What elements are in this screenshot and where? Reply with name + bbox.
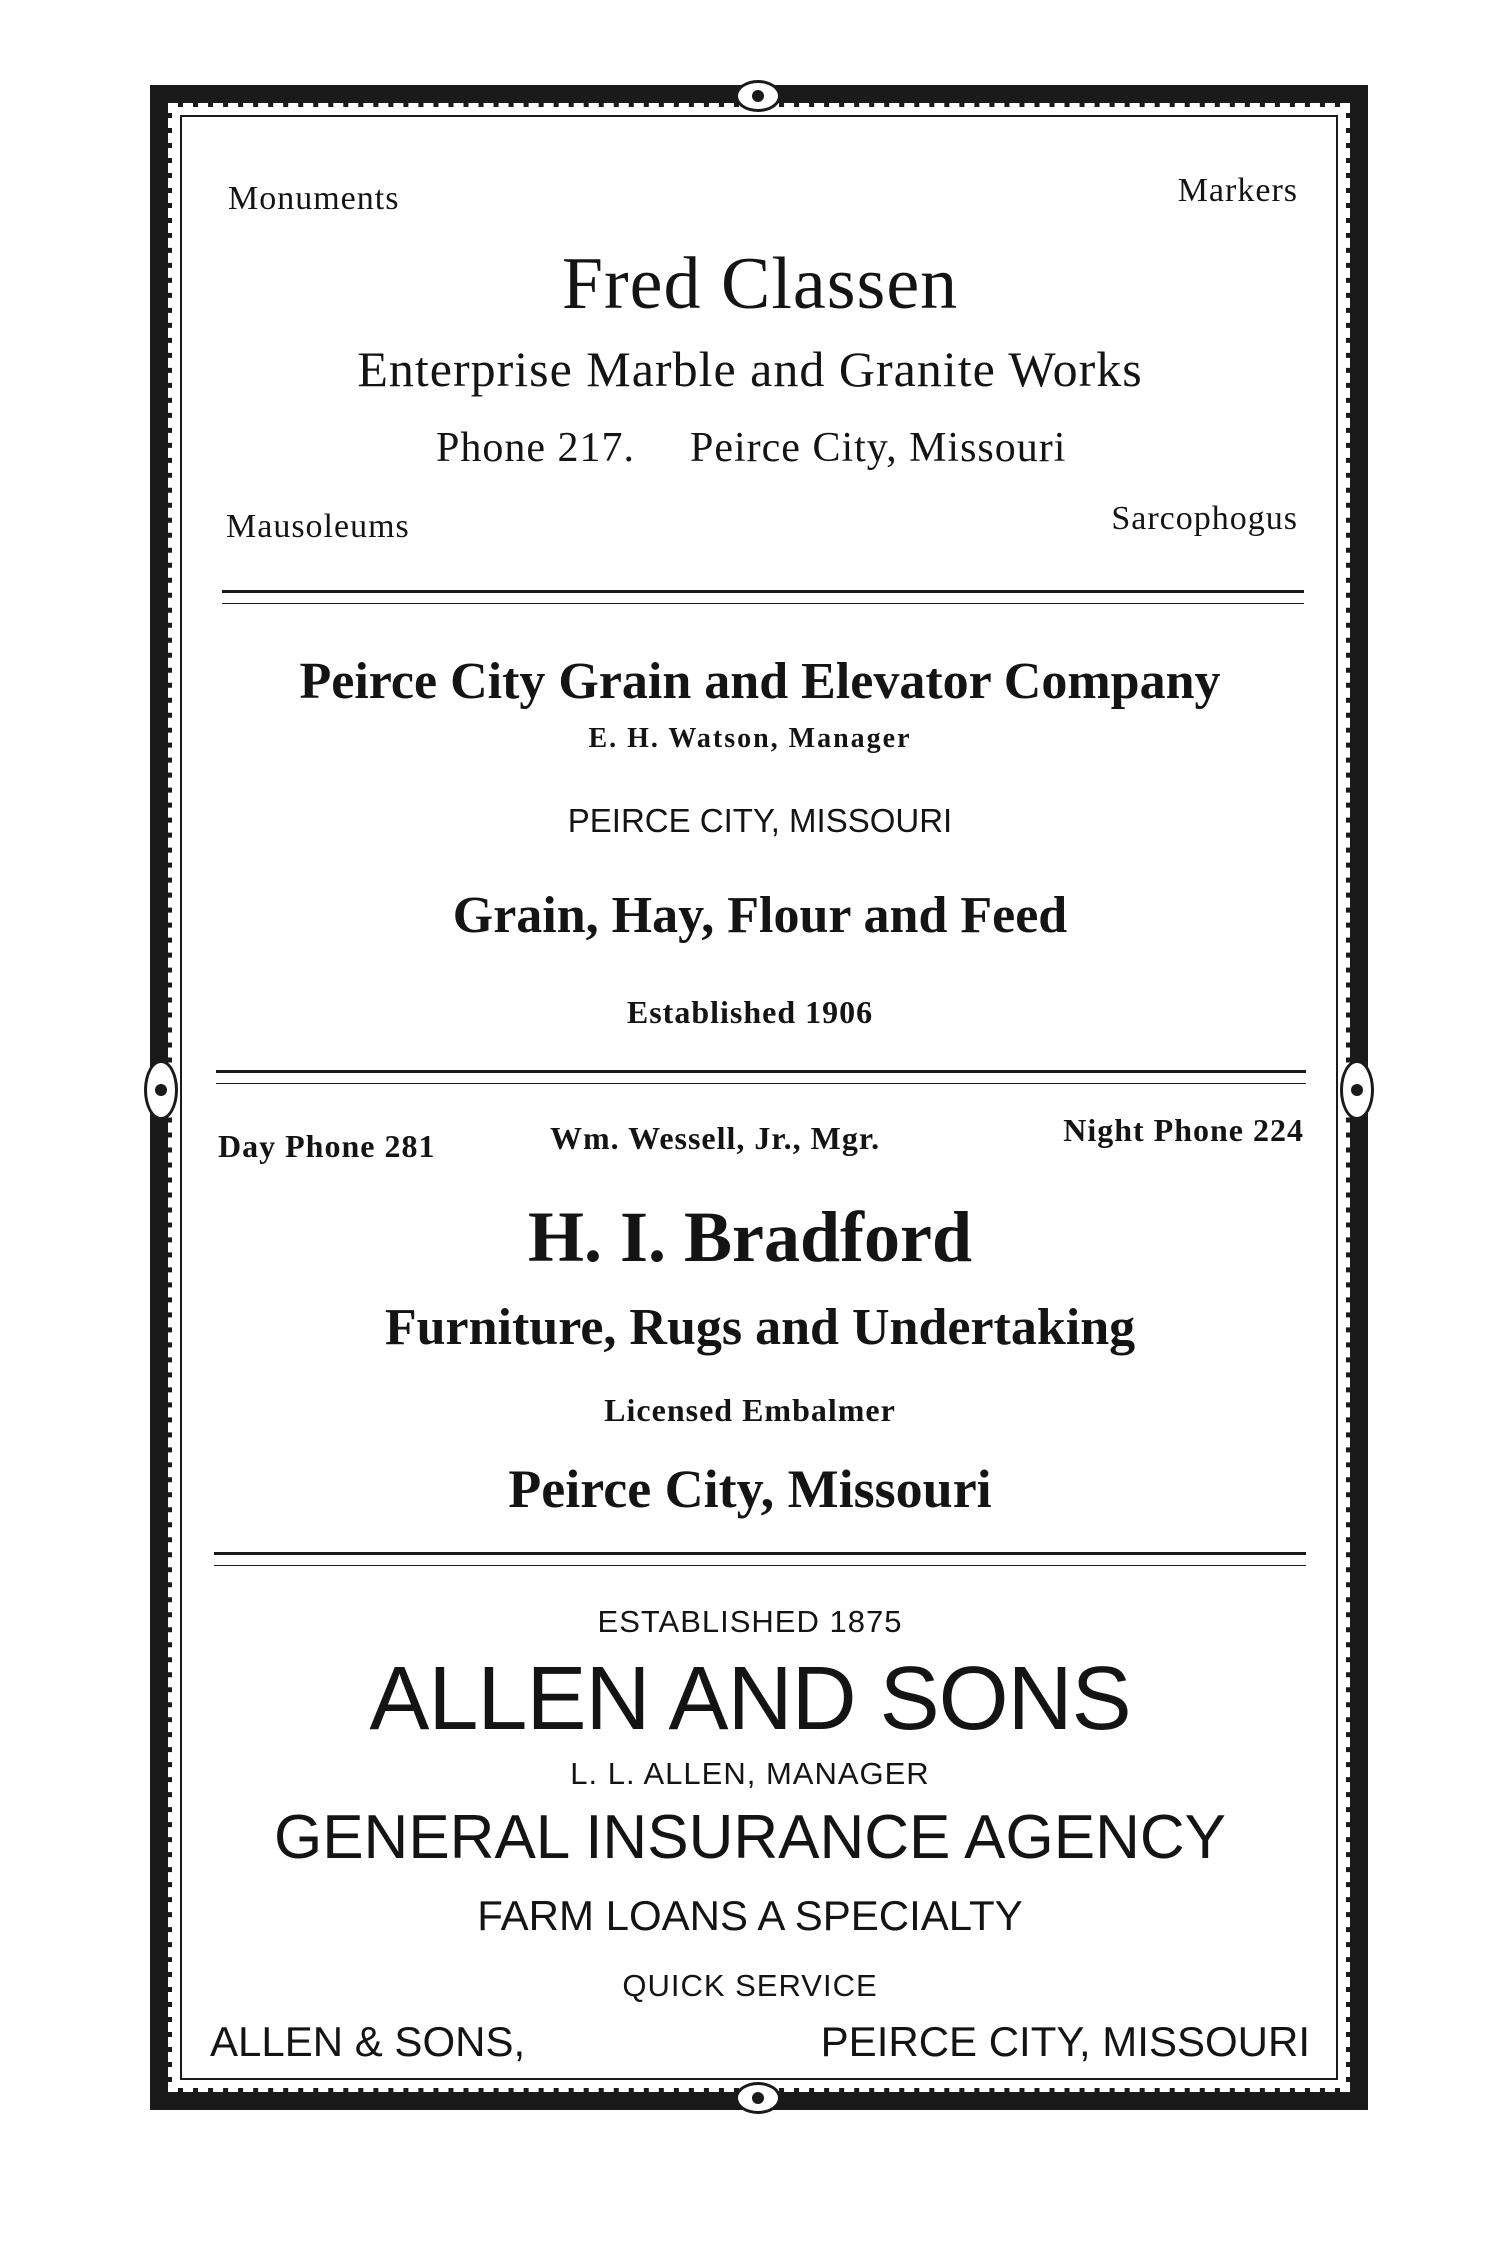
- divider-rule-2: [216, 1070, 1306, 1073]
- bradford-name: H. I. Bradford: [527, 1197, 973, 1277]
- grain-company-products: Grain, Hay, Flour and Feed: [452, 887, 1068, 944]
- corner-text-markers: Markers: [1177, 172, 1298, 209]
- bradford-business: Furniture, Rugs and Undertaking: [384, 1299, 1136, 1356]
- left-ornament-icon: [144, 1060, 178, 1120]
- allen-footer-name: ALLEN & SONS,: [210, 2018, 526, 2065]
- allen-footer-location: PEIRCE CITY, MISSOURI: [820, 2018, 1310, 2065]
- divider-rule-1b: [222, 603, 1304, 604]
- divider-rule-3: [214, 1552, 1306, 1555]
- allen-name: ALLEN AND SONS: [369, 1649, 1131, 1749]
- bottom-ornament-icon: [735, 2082, 781, 2114]
- fred-classen-phone: Phone 217.: [436, 425, 635, 471]
- bradford-location: Peirce City, Missouri: [508, 1459, 992, 1519]
- allen-specialty: FARM LOANS A SPECIALTY: [477, 1892, 1023, 1939]
- corner-text-monuments: Monuments: [228, 180, 400, 217]
- bradford-night-phone: Night Phone 224: [1063, 1112, 1304, 1148]
- right-ornament-icon: [1340, 1060, 1374, 1120]
- allen-agency: GENERAL INSURANCE AGENCY: [273, 1803, 1227, 1872]
- corner-text-sarcophogus: Sarcophogus: [1111, 500, 1298, 537]
- bradford-license: Licensed Embalmer: [604, 1392, 896, 1428]
- allen-manager: L. L. ALLEN, MANAGER: [570, 1756, 930, 1791]
- grain-company-manager: E. H. Watson, Manager: [588, 723, 912, 754]
- allen-service: QUICK SERVICE: [622, 1968, 878, 2003]
- fred-classen-title: Fred Classen: [561, 243, 959, 325]
- grain-company-name: Peirce City Grain and Elevator Company: [299, 653, 1221, 710]
- bradford-day-phone: Day Phone 281: [218, 1128, 436, 1164]
- corner-text-mausoleums: Mausoleums: [226, 508, 410, 545]
- marble-works-name: Enterprise Marble and Granite Works: [357, 341, 1143, 397]
- allen-established: ESTABLISHED 1875: [597, 1604, 903, 1639]
- divider-rule-3b: [214, 1565, 1306, 1566]
- divider-rule-2b: [216, 1083, 1306, 1084]
- divider-rule-1: [222, 590, 1304, 593]
- bradford-manager: Wm. Wessell, Jr., Mgr.: [550, 1120, 881, 1156]
- grain-company-location: PEIRCE CITY, MISSOURI: [567, 802, 953, 839]
- grain-company-established: Established 1906: [626, 994, 874, 1030]
- top-ornament-icon: [735, 80, 781, 112]
- fred-classen-location: Peirce City, Missouri: [690, 425, 1067, 471]
